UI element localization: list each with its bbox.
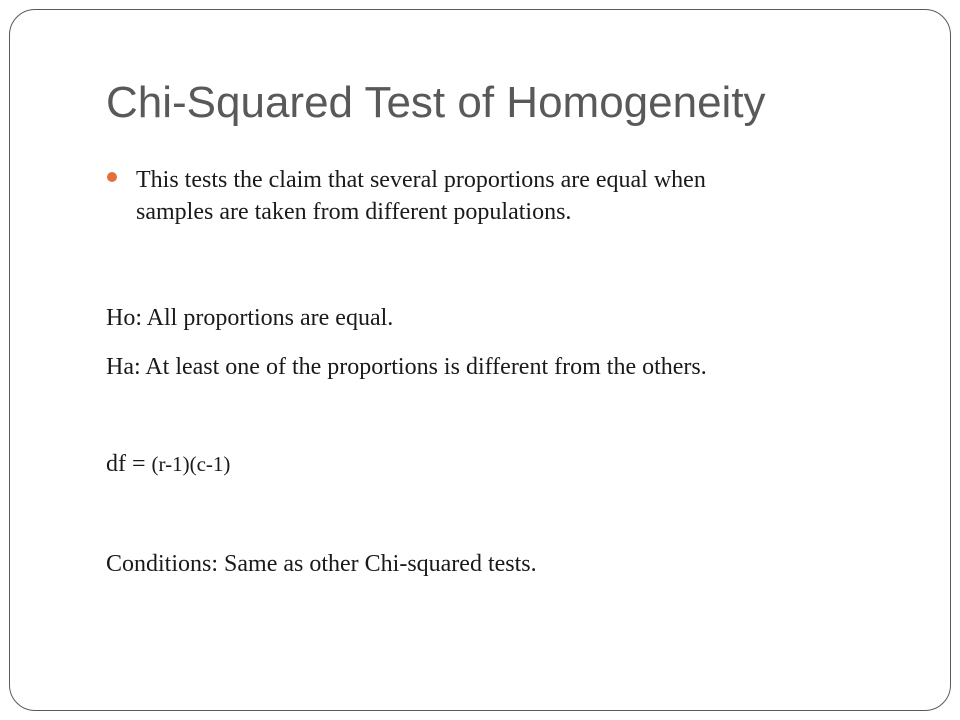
df-label: df =	[106, 451, 146, 477]
null-hypothesis: Ho: All proportions are equal.	[106, 305, 394, 331]
slide-title: Chi-Squared Test of Homogeneity	[106, 78, 766, 127]
df-formula: (r-1)(c-1)	[151, 452, 231, 476]
degrees-of-freedom	[106, 451, 230, 478]
bullet-line-1: This tests the claim that several proportions are equal when	[136, 167, 706, 193]
bullet-line-2: samples are taken from different populations.	[136, 199, 572, 225]
alternative-hypothesis: Ha: At least one of the proportions is different from the others.	[106, 354, 707, 380]
bullet-dot-icon	[107, 172, 117, 182]
conditions: Conditions: Same as other Chi-squared tests.	[106, 551, 537, 577]
bullet-text	[136, 164, 896, 228]
